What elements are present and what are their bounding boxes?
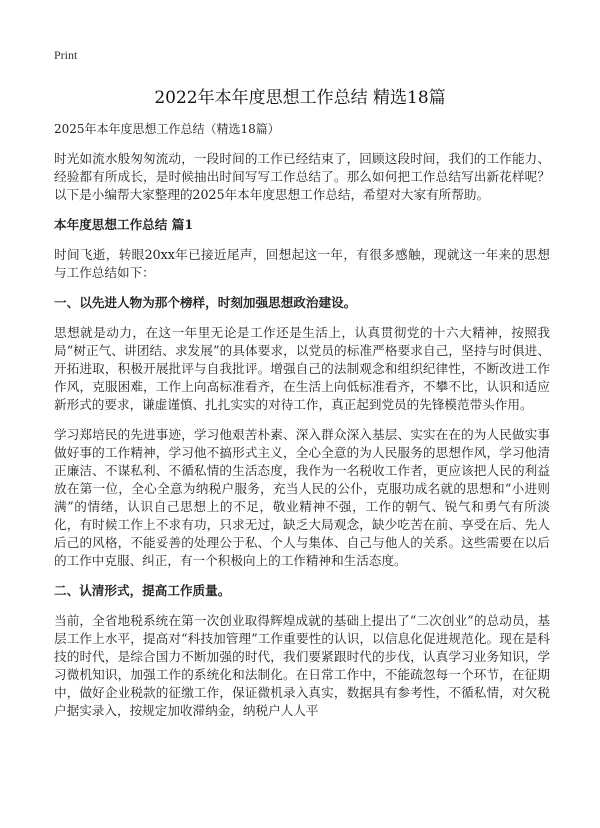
heading-1: 一、以先进人物为那个榜样，时刻加强思想政治建设。 bbox=[54, 295, 357, 310]
heading-2: 二、认清形式，提高工作质量。 bbox=[54, 583, 231, 598]
paragraph-1: 思想就是动力，在这一年里无论是工作还是生活上，认真贯彻党的十六大精神，按照我局“树正气、讲团结、求发展”的具体要求，以党员的标准严格要求自己，坚持与时俱进、开拓进取，积极开展批评与自我批评。增强自己的法制观念和组织纪律性，不断改进工作作风，克服困难，工作上向高标准看齐，在生活上向低标准看齐，不攀不比，认识和适应新形式的要求，谦虚谨慎、扎扎实实的对待工作，真正起到党员的先锋模范带头作用。 bbox=[54, 325, 550, 412]
paragraph-3: 当前，全省地税系统在第一次创业取得辉煌成就的基础上提出了“二次创业”的总动员，基层工作上水平，提高对“科技加管理”工作重要性的认识，以信息化促进规范化。现在是科技的时代，是综合国力不断加强的时代，我们要紧跟时代的步伐，认真学习业务知识，学习微机知识，加强工作的系统化和法制化。在日常工作中，不能疏忽每一个环节，在征期中，做好企业税款的征缴工作，保证微机录入真实，数据具有参考性，不循私情，对欠税户据实录入，按规定加收滞纳金，纳税户人人平 bbox=[54, 613, 550, 718]
section-intro-paragraph: 时间飞逝，转眼20xx年已接近尾声，回想起这一年，有很多感触，现就这一年来的思想与工作总结如下： bbox=[54, 247, 550, 280]
intro-paragraph: 时光如流水般匆匆流动，一段时间的工作已经结束了，回顾这段时间，我们的工作能力、经验都有所成长，是时候抽出时间写写工作总结了。那么如何把工作总结写出新花样呢？以下是小编帮大家整理的2025年本年度思想工作总结，希望对大家有所帮助。 bbox=[54, 151, 550, 202]
page-title: 2022年本年度思想工作总结 精选18篇 bbox=[154, 88, 446, 108]
section-title: 本年度思想工作总结 篇1 bbox=[54, 217, 194, 232]
document-body bbox=[54, 120, 550, 732]
print-label[interactable]: Print bbox=[54, 48, 78, 62]
document-subtitle: 2025年本年度思想工作总结（精选18篇） bbox=[54, 122, 280, 136]
paragraph-2: 学习郑培民的先进事迹，学习他艰苦朴素、深入群众深入基层、实实在在的为人民做实事做好事的工作精神，学习他不搞形式主义，全心全意的为人民服务的思想作风，学习他清正廉洁、不谋私利、不循私情的生活态度，我作为一名税收工作者，更应该把人民的利益放在第一位，全心全意为纳税户服务，充当人民的公仆，克服功成名就的思想和“小进则满”的情绪，认识自己思想上的不足，敬业精神不强，工作的朝气、锐气和勇气有所淡化，有时候工作上不求有功，只求无过，缺乏大局观念，缺少吃苦在前、享受在后、先人后己的风格，不能妥善的处理公于私、个人与集体、自己与他人的关系。这些需要在以后的工作中克服、纠正，有一个积极向上的工作精神和生活态度。 bbox=[54, 427, 550, 568]
